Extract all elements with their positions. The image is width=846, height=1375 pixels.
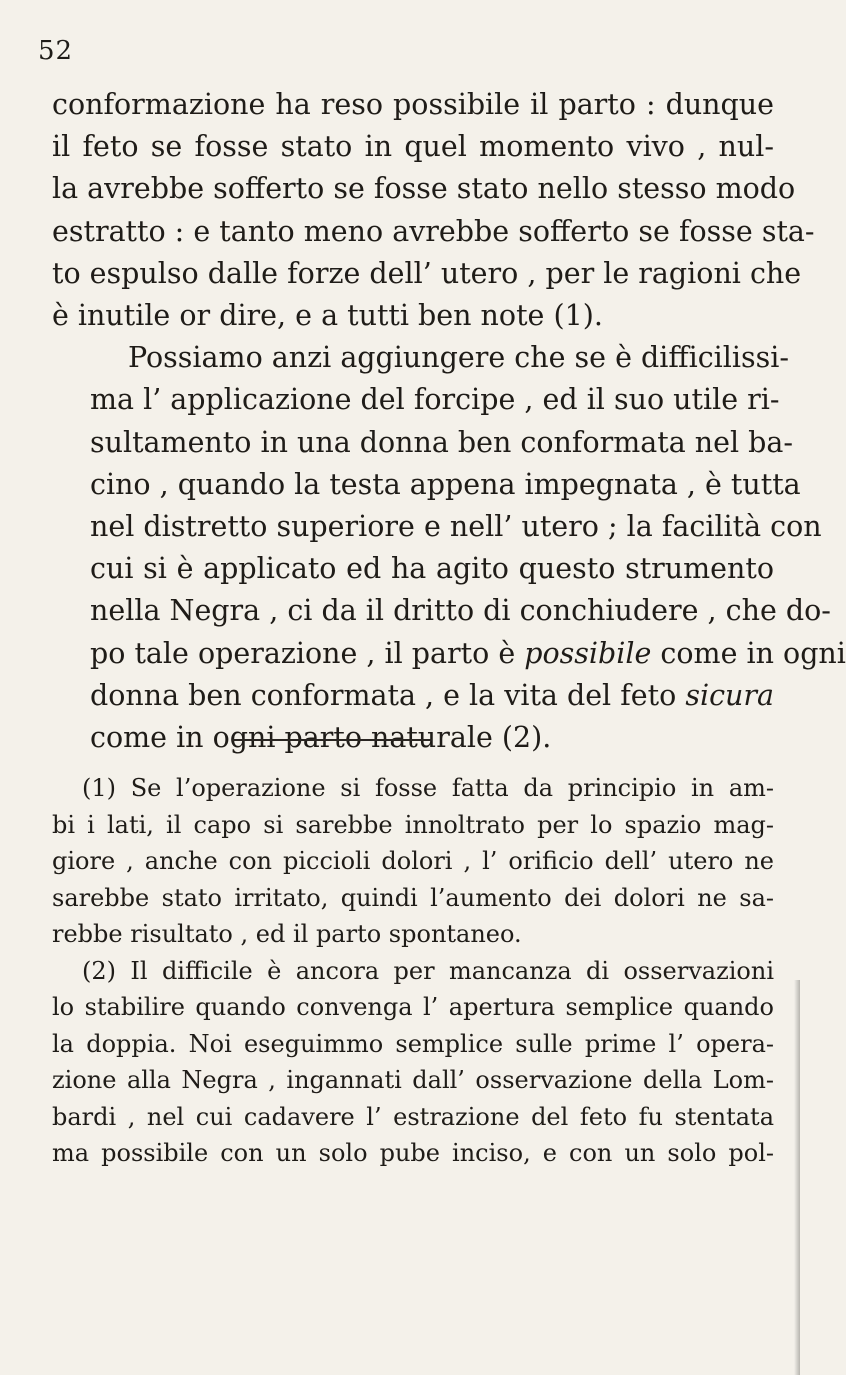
footnote-line: bardi , nel cui cadavere l’ estrazione del feto fu stentata — [52, 1102, 774, 1131]
italic-possibile: possibile — [524, 636, 652, 670]
paragraph-2 — [52, 337, 846, 759]
paragraph-1 — [52, 84, 815, 337]
footnote-line: la doppia. Noi eseguimmo semplice sulle prime l’ opera- — [52, 1029, 774, 1058]
footnote-line: sarebbe stato irritato, quindi l’aumento dei dolori ne sa- — [52, 883, 774, 912]
italic-sicura: sicura — [685, 678, 775, 712]
text-line: Possiamo anzi aggiungere che se è difficilissi- — [128, 341, 790, 375]
footnotes — [52, 770, 774, 1172]
text-line: estratto : e tanto meno avrebbe sofferto se fosse sta- — [52, 214, 815, 248]
text-line-mixed — [52, 633, 846, 675]
text-line: nella Negra , ci da il dritto di conchiudere , che do- — [90, 594, 831, 628]
text-line: è inutile or dire, e a tutti ben note (1). — [52, 299, 603, 333]
footnote-line: zione alla Negra , ingannati dall’ osservazione della Lom- — [52, 1066, 774, 1094]
footnote-line: ma possibile con un solo pube inciso, e con un solo pol- — [52, 1139, 774, 1167]
text-line: conformazione ha reso possibile il parto : dunque — [52, 88, 774, 121]
footnote-line: rebbe risultato , ed il parto spontaneo. — [52, 920, 522, 948]
text-line-mixed — [52, 675, 774, 717]
text-segment: donna ben conformata , e la vita del feto — [90, 678, 686, 712]
footnote-separator — [232, 739, 432, 741]
text-segment: po tale operazione , il parto è — [90, 636, 525, 670]
page-number: 52 — [38, 36, 74, 66]
text-line: la avrebbe sofferto se fosse stato nello stesso modo — [52, 172, 796, 206]
footnote-line: (2) Il difficile è ancora per mancanza di osservazioni — [82, 956, 774, 985]
text-line: sultamento in una donna ben conformata nel ba- — [90, 425, 794, 459]
page-edge-shadow — [794, 980, 800, 1375]
text-line: ma l’ applicazione del forcipe , ed il suo utile ri- — [90, 383, 780, 417]
footnote-line: (1) Se l’operazione si fosse fatta da principio in am- — [82, 774, 774, 802]
text-line: nel distretto superiore e nell’ utero ; la facilità con — [90, 510, 822, 544]
text-segment: come in ogni — [651, 636, 846, 670]
text-line: cui si è applicato ed ha agito questo strumento — [90, 552, 774, 586]
footnote-line: lo stabilire quando convenga l’ apertura semplice quando — [52, 993, 774, 1021]
footnote-1 — [52, 770, 774, 953]
footnote-2 — [52, 953, 774, 1172]
footnote-line: bi i lati, il capo si sarebbe innoltrato per lo spazio mag- — [52, 810, 774, 839]
footnote-line: giore , anche con piccioli dolori , l’ orificio dell’ utero ne — [52, 847, 774, 875]
main-text — [52, 84, 846, 759]
text-line: cino , quando la testa appena impegnata , è tutta — [90, 467, 801, 501]
text-line: il feto se fosse stato in quel momento vivo , nul- — [52, 130, 774, 164]
text-line: come in ogni parto naturale (2). — [90, 721, 552, 755]
text-line: to espulso dalle forze dell’ utero , per le ragioni che — [52, 256, 802, 290]
